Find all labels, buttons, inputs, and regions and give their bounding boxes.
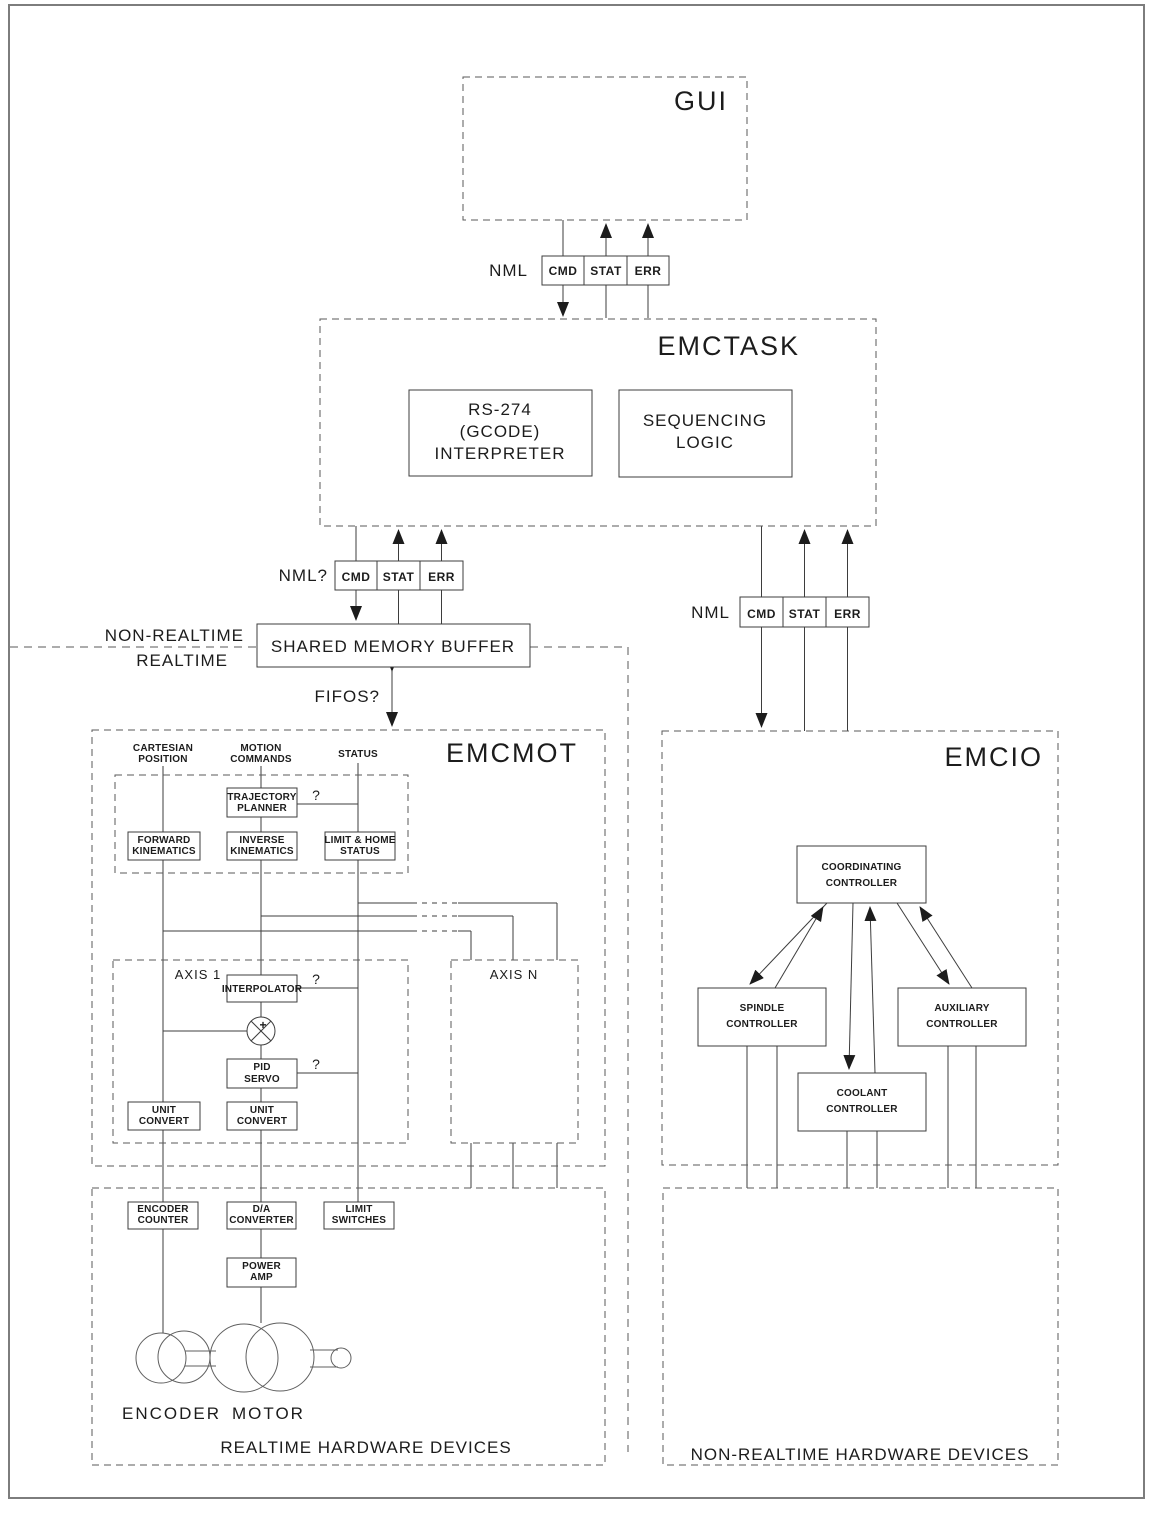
solid-boxes bbox=[128, 256, 1026, 1287]
power-amp-label-2: AMP bbox=[250, 1272, 273, 1283]
pid-question: ? bbox=[312, 1056, 320, 1072]
forward-kin-label-1: FORWARD bbox=[137, 835, 191, 846]
spindle-coordinating-arrow bbox=[775, 907, 823, 988]
inverse-kin-label-2: KINEMATICS bbox=[230, 846, 294, 857]
sequencing-line-1: SEQUENCING bbox=[642, 411, 768, 430]
encoder-counter-label-2: COUNTER bbox=[137, 1215, 189, 1226]
non-realtime-hardware-label: NON-REALTIME HARDWARE DEVICES bbox=[690, 1445, 1030, 1464]
motor-label: MOTOR bbox=[232, 1404, 305, 1423]
coordinating-spindle-arrow bbox=[750, 903, 827, 984]
pid-label-1: PID bbox=[253, 1062, 271, 1073]
motor-body bbox=[210, 1324, 278, 1392]
realtime-hardware-box bbox=[92, 1188, 605, 1465]
shared-memory-buffer-label: SHARED MEMORY BUFFER bbox=[270, 637, 516, 656]
coordinating-controller-box bbox=[797, 846, 926, 903]
limit-switches-label-2: SWITCHES bbox=[331, 1215, 387, 1226]
trajectory-label-1: TRAJECTORY bbox=[227, 792, 297, 803]
unit-convert-2-label-1: UNIT bbox=[249, 1105, 275, 1116]
status-label: STATUS bbox=[338, 749, 378, 760]
coolant-coordinating-arrow bbox=[870, 907, 875, 1073]
encoder-counter-label-1: ENCODER bbox=[137, 1204, 189, 1215]
encoder-body bbox=[136, 1333, 186, 1383]
forward-kin-label-2: KINEMATICS bbox=[132, 846, 196, 857]
realtime-label: REALTIME bbox=[136, 651, 228, 670]
da-converter-label-2: CONVERTER bbox=[229, 1215, 294, 1226]
realtime-hardware-label: REALTIME HARDWARE DEVICES bbox=[220, 1438, 512, 1457]
emctask-title: EMCTASK bbox=[657, 331, 800, 361]
interpolator-label: INTERPOLATOR bbox=[221, 984, 303, 995]
cartesian-label-2: POSITION bbox=[138, 754, 188, 765]
unit-convert-1-label-2: CONVERT bbox=[138, 1116, 190, 1127]
limit-switches-label-1: LIMIT bbox=[345, 1204, 373, 1215]
motion-label-2: COMMANDS bbox=[230, 754, 292, 765]
emcmot-box bbox=[92, 730, 605, 1166]
nml-left-label: NML? bbox=[278, 566, 328, 585]
encoder-label: ENCODER bbox=[122, 1404, 222, 1423]
coordinating-label-1: COORDINATING bbox=[821, 862, 902, 873]
nml-left-err: ERR bbox=[428, 570, 455, 584]
auxiliary-label-2: CONTROLLER bbox=[926, 1019, 998, 1030]
nml-right-label: NML bbox=[691, 603, 730, 622]
motion-label-1: MOTION bbox=[240, 743, 282, 754]
axis1-label: AXIS 1 bbox=[174, 967, 222, 982]
nml-left-cmd: CMD bbox=[341, 570, 371, 584]
gui-title: GUI bbox=[673, 86, 728, 116]
coolant-label-1: COOLANT bbox=[836, 1088, 888, 1099]
nml-left-stat: STAT bbox=[382, 570, 415, 584]
emcio-title: EMCIO bbox=[944, 742, 1043, 772]
auxiliary-coordinating-arrow bbox=[920, 907, 972, 988]
axisn-label: AXIS N bbox=[489, 967, 539, 982]
nml-top-cmd: CMD bbox=[548, 264, 578, 278]
emcmot-title: EMCMOT bbox=[446, 738, 578, 768]
hardware-drawings bbox=[136, 1323, 351, 1392]
summing-junction-plus: + bbox=[259, 1018, 267, 1032]
motor-face bbox=[246, 1323, 314, 1391]
trajectory-label-2: PLANNER bbox=[237, 803, 287, 814]
motor-shaft-end bbox=[331, 1348, 351, 1368]
encoder-face bbox=[158, 1331, 210, 1383]
limit-home-label-2: STATUS bbox=[340, 846, 380, 857]
non-realtime-label: NON-REALTIME bbox=[104, 626, 244, 645]
auxiliary-controller-box bbox=[898, 988, 1026, 1046]
auxiliary-label-1: AUXILIARY bbox=[934, 1003, 990, 1014]
pid-label-2: SERVO bbox=[244, 1074, 280, 1085]
non-realtime-hardware-box bbox=[663, 1188, 1058, 1465]
power-amp-label-1: POWER bbox=[242, 1261, 281, 1272]
labels bbox=[105, 86, 1043, 1464]
sequencing-line-2: LOGIC bbox=[676, 433, 734, 452]
coolant-label-2: CONTROLLER bbox=[826, 1104, 898, 1115]
nml-top-stat: STAT bbox=[590, 264, 622, 278]
nml-top-err: ERR bbox=[634, 264, 662, 278]
coolant-controller-box bbox=[798, 1073, 926, 1131]
spindle-label-1: SPINDLE bbox=[739, 1003, 785, 1014]
axisn-box bbox=[451, 960, 578, 1143]
unit-convert-2-label-2: CONVERT bbox=[236, 1116, 288, 1127]
nml-right-stat: STAT bbox=[788, 607, 821, 621]
interpreter-line-1: RS-274 bbox=[468, 400, 532, 419]
interpreter-line-2: (GCODE) bbox=[459, 422, 541, 441]
limit-home-label-1: LIMIT & HOME bbox=[324, 835, 396, 846]
interpolator-question: ? bbox=[312, 971, 320, 987]
nml-right-err: ERR bbox=[834, 607, 861, 621]
spindle-controller-box bbox=[698, 988, 826, 1046]
cartesian-label-1: CARTESIAN bbox=[132, 743, 194, 754]
nml-right-cmd: CMD bbox=[747, 607, 776, 621]
spindle-label-2: CONTROLLER bbox=[726, 1019, 798, 1030]
fifos-label: FIFOS? bbox=[314, 687, 380, 706]
unit-convert-1-label-1: UNIT bbox=[151, 1105, 177, 1116]
nml-top-label: NML bbox=[489, 261, 528, 280]
interpreter-line-3: INTERPRETER bbox=[434, 444, 566, 463]
coordinating-label-2: CONTROLLER bbox=[825, 878, 898, 889]
da-converter-label-1: D/A bbox=[252, 1204, 271, 1215]
trajectory-question: ? bbox=[312, 787, 320, 803]
coordinating-coolant-arrow bbox=[849, 903, 853, 1069]
inverse-kin-label-1: INVERSE bbox=[239, 835, 285, 846]
coordinating-auxiliary-arrow bbox=[897, 903, 949, 984]
